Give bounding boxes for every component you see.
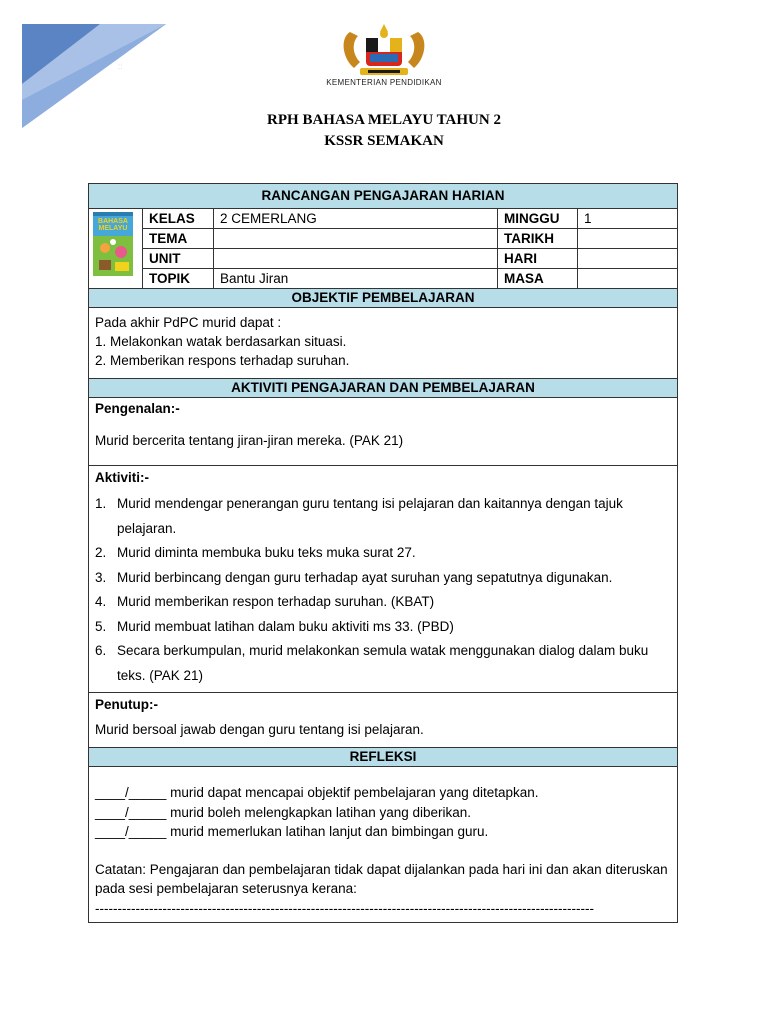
objectives-heading: OBJEKTIF PEMBELAJARAN [89,289,678,308]
list-number: 4. [95,594,107,609]
objectives-line: 2. Memberikan respons terhadap suruhan. [95,353,350,368]
book-cover-image [93,212,133,276]
dashed-line: --------------------------------------------------------------------------------------------------------------- [95,900,595,916]
list-number: 6. [95,643,107,658]
list-number: 3. [95,569,107,585]
kelas-label: KELAS [143,209,214,229]
list-number: 2. [95,545,107,560]
list-item [95,566,671,591]
reflection-note: Catatan: Pengajaran dan pembelajaran tidak dapat dijalankan pada hari ini dan akan diteruskan pada sesi pembelajaran seterusnya kerana: [95,861,668,896]
introduction-text: Murid bercerita tentang jiran-jiran mereka. (PAK 21) [95,433,404,448]
activities-list [95,492,671,688]
unit-value [214,249,498,269]
list-item [95,639,671,688]
svg-text:MELAYU: MELAYU [98,225,128,232]
book-cover-cell [89,209,143,289]
list-text: Secara berkumpulan, murid melakonkan semula watak menggunakan dialog dalam buku teks. (PAK 21) [117,643,649,683]
reflection-line: ____/_____ murid boleh melengkapkan latihan yang diberikan. [95,804,472,820]
ministry-name: KEMENTERIAN PENDIDIKAN [326,78,442,87]
svg-text:BAHASA: BAHASA [98,218,128,225]
objectives-line: Pada akhir PdPC murid dapat : [95,315,282,330]
list-item [95,615,671,640]
document-title: RPH BAHASA MELAYU TAHUN 2 [267,112,501,128]
closing-label: Penutup:- [95,697,158,712]
tarikh-label: TARIKH [498,229,578,249]
introduction-label: Pengenalan:- [95,401,180,416]
tema-label: TEMA [143,229,214,249]
masa-value [578,269,678,289]
list-text: Murid membuat latihan dalam buku aktiviti ms 33. (PBD) [117,618,454,634]
coat-of-arms-logo [332,22,436,80]
introduction-section [89,398,678,466]
kelas-value: 2 CEMERLANG [214,209,498,229]
activities-section [89,466,678,693]
masa-label: MASA [498,269,578,289]
reflection-body [89,767,678,923]
hari-label: HARI [498,249,578,269]
list-item [95,590,671,615]
reflection-line: ____/_____ murid dapat mencapai objektif pembelajaran yang ditetapkan. [95,785,539,800]
topik-value: Bantu Jiran [214,269,498,289]
unit-label: UNIT [143,249,214,269]
minggu-value: 1 [578,209,678,229]
objectives-body [89,308,678,379]
tarikh-value [578,229,678,249]
minggu-label: MINGGU [498,209,578,229]
hari-value [578,249,678,269]
list-number: 5. [95,618,107,634]
closing-text: Murid bersoal jawab dengan guru tentang isi pelajaran. [95,722,424,737]
closing-section [89,693,678,748]
activities-heading: AKTIVITI PENGAJARAN DAN PEMBELAJARAN [89,379,678,398]
activities-label: Aktiviti:- [95,470,149,485]
reflection-line: ____/_____ murid memerlukan latihan lanjut dan bimbingan guru. [95,824,489,839]
list-text: Murid berbincang dengan guru terhadap ayat suruhan yang sepatutnya digunakan. [117,569,613,585]
list-text: Murid diminta membuka buku teks muka surat 27. [117,545,416,560]
reflection-heading: REFLEKSI [89,748,678,767]
corner-dots: :: [118,62,123,71]
objectives-line: 1. Melakonkan watak berdasarkan situasi. [95,334,347,349]
spacer [95,842,671,860]
document-subtitle: KSSR SEMAKAN [324,133,444,149]
list-number: 1. [95,496,107,511]
list-text: Murid memberikan respon terhadap suruhan. (KBAT) [117,594,435,609]
lesson-plan-table [88,183,678,923]
list-text: Murid mendengar penerangan guru tentang isi pelajaran dan kaitannya dengan tajuk pelajaran. [117,496,623,536]
table-heading: RANCANGAN PENGAJARAN HARIAN [89,184,678,209]
topik-label: TOPIK [143,269,214,289]
list-item [95,541,671,566]
list-item [95,492,671,541]
tema-value [214,229,498,249]
